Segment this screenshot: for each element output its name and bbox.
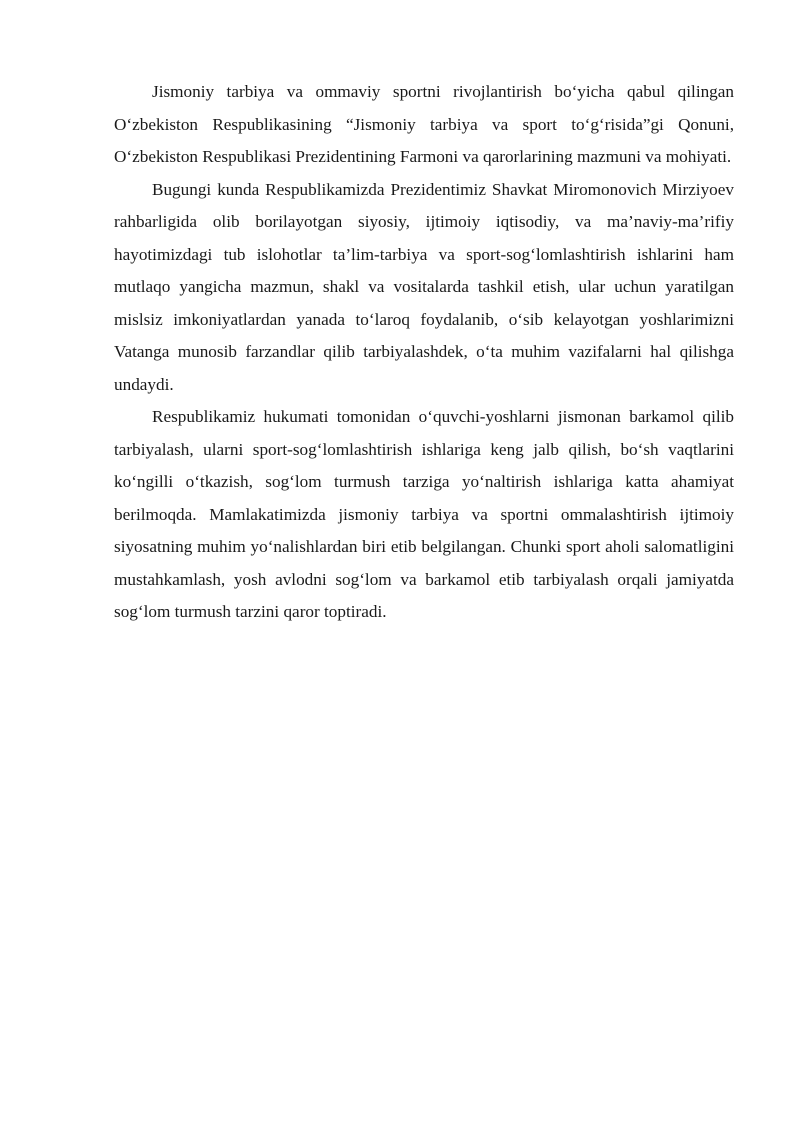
document-body (114, 76, 734, 629)
paragraph-1: Jismoniy tarbiya va ommaviy sportni rivojlantirish bo‘yicha qabul qilingan O‘zbekiston Respublikasining “Jismoniy tarbiya va sport to‘g‘risida”gi Qonuni, O‘zbekiston Respublikasi Prezidentining Farmoni va qarorlarining mazmuni va mohiyati. (114, 82, 734, 166)
paragraph-3: Respublikamiz hukumati tomonidan o‘quvchi-yoshlarni jismonan barkamol qilib tarbiyalash, ularni sport-sog‘lomlashtirish ishlariga keng jalb qilish, bo‘sh vaqtlarini ko‘ngilli o‘tkazish, sog‘lom turmush tarziga yo‘naltirish ishlariga katta ahamiyat berilmoqda. Mamlakatimizda jismoniy tarbiya va sportni ommalashtirish ijtimoiy siyosatning muhim yo‘nalishlardan biri etib belgilangan. Chunki sport aholi salomatligini mustahkamlash, yosh avlodni sog‘lom va barkamol etib tarbiyalash orqali jamiyatda sog‘lom turmush tarzini qaror toptiradi. (114, 407, 734, 621)
paragraph-2: Bugungi kunda Respublikamizda Prezidentimiz Shavkat Miromonovich Mirziyoev rahbarligida olib borilayotgan siyosiy, ijtimoiy iqtisodiy, va ma’naviy-ma’rifiy hayotimizdagi tub islohotlar ta’lim-tarbiya va sport-sog‘lomlashtirish ishlarini ham mutlaqo yangicha mazmun, shakl va vositalarda tashkil etish, ular uchun yaratilgan mislsiz imkoniyatlardan yanada to‘laroq foydalanib, o‘sib kelayotgan yoshlarimizni Vatanga munosib farzandlar qilib tarbiyalashdek, o‘ta muhim vazifalarni hal qilishga undaydi. (114, 179, 734, 394)
